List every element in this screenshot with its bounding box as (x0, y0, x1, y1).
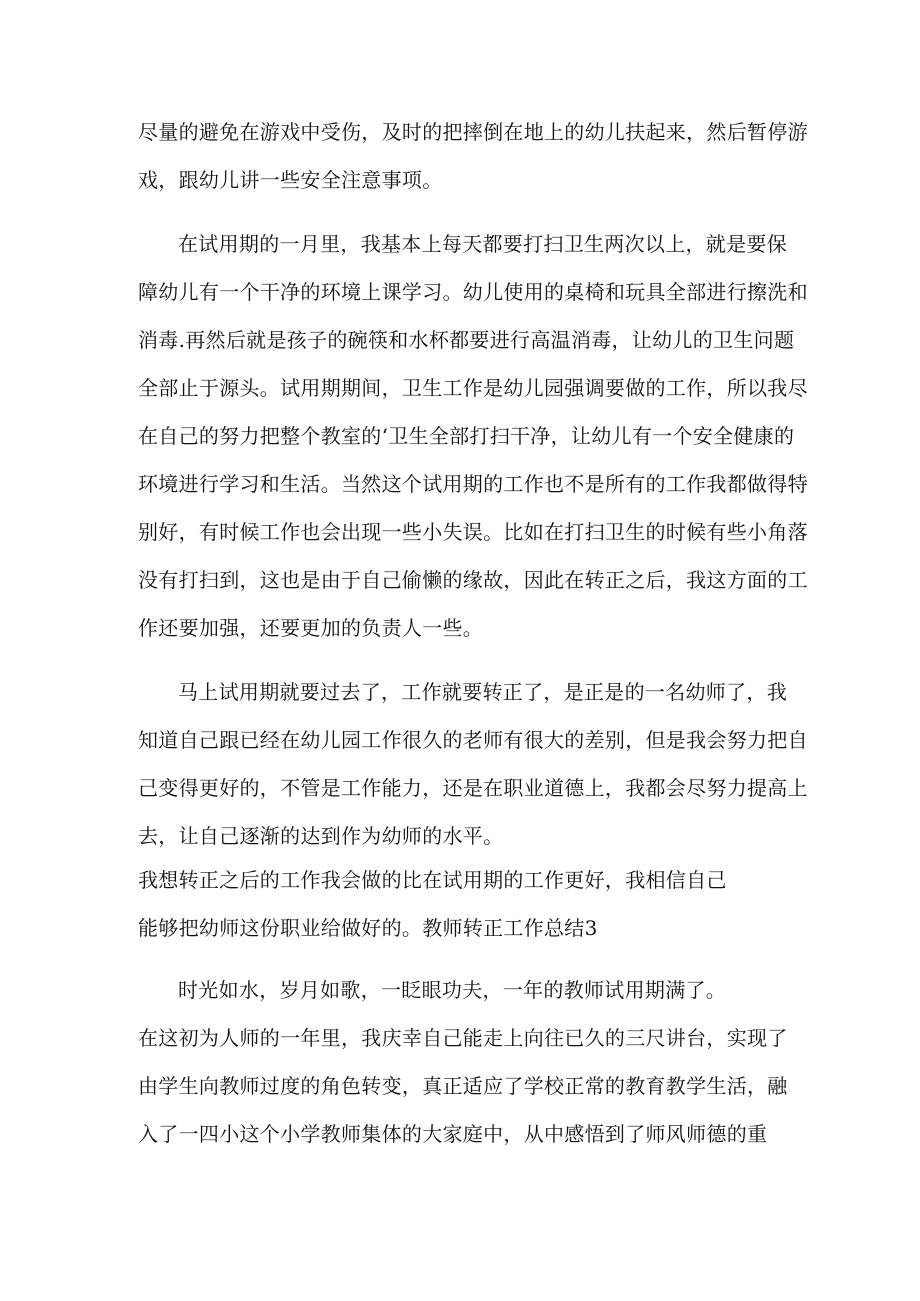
text-line: 在自己的努力把整个教室的‘卫生全部打扫干净，让幼儿有一个安全健康的 (138, 424, 795, 448)
paragraph-first-line: 马上试用期就要过去了，工作就要转正了，是正是的一名幼师了，我 (178, 680, 787, 704)
text-line: 我想转正之后的工作我会做的比在试用期的工作更好，我相信自己 (138, 868, 727, 892)
text-line: 消毒.再然后就是孩子的碗筷和水杯都要进行高温消毒，让幼儿的卫生问题 (138, 328, 795, 352)
paragraph-first-line: 在试用期的一月里，我基本上每天都要打扫卫生两次以上，就是要保 (178, 232, 787, 256)
text-line: 能够把幼师这份职业给做好的。教师转正工作总结3 (138, 916, 598, 940)
text-line: 在这初为人师的一年里，我庆幸自己能走上向往已久的三尺讲台，实现了 (138, 1026, 788, 1050)
text-line: 知道自己跟已经在幼儿园工作很久的老师有很大的差别，但是我会努力把自 (138, 728, 808, 752)
text-line: 没有打扫到，这也是由于自己偷懒的缘故，因此在转正之后，我这方面的工 (138, 568, 808, 592)
text-line: 去，让自己逐渐的达到作为幼师的水平。 (138, 824, 504, 848)
text-line: 全部止于源头。试用期期间，卫生工作是幼儿园强调要做的工作，所以我尽 (138, 376, 808, 400)
text-line: 别好，有时候工作也会出现一些小失误。比如在打扫卫生的时候有些小角落 (138, 520, 808, 544)
paragraph-first-line: 时光如水，岁月如歌，一眨眼功夫，一年的教师试用期满了。 (178, 978, 727, 1002)
text-line: 尽量的避免在游戏中受伤，及时的把摔倒在地上的幼儿扶起来，然后暂停游 (138, 120, 808, 144)
text-line: 环境进行学习和生活。当然这个试用期的工作也不是所有的工作我都做得特 (138, 472, 808, 496)
text-line: 己变得更好的，不管是工作能力，还是在职业道德上，我都会尽努力提高上 (138, 776, 808, 800)
text-line: 障幼儿有一个干净的环境上课学习。幼儿使用的桌椅和玩具全部进行擦洗和 (138, 280, 808, 304)
text-line: 由学生向教师过度的角色转变，真正适应了学校正常的教育教学生活，融 (138, 1074, 788, 1098)
text-line: 戏，跟幼儿讲一些安全注意事项。 (138, 168, 443, 192)
text-line: 入了一四小这个小学教师集体的大家庭中，从中感悟到了师风师德的重 (138, 1122, 768, 1146)
text-line: 作还要加强，还要更加的负责人一些。 (138, 616, 484, 640)
